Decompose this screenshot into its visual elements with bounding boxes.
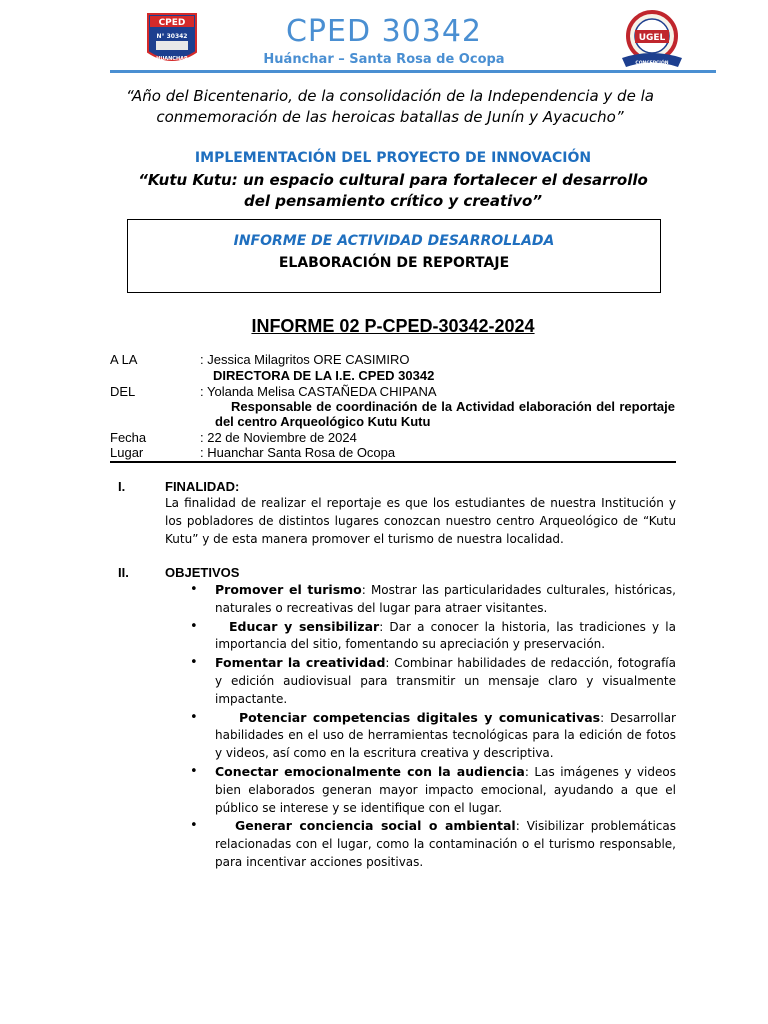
from-label: DEL	[110, 384, 136, 399]
bullet-icon: •	[190, 818, 198, 834]
activity-box-title: INFORME DE ACTIVIDAD DESARROLLADA	[233, 233, 555, 249]
bullet-icon: •	[190, 618, 198, 634]
list-item	[190, 581, 676, 618]
objective-text: : Dar a conocer la historia, las tradiciones y la importancia del sitio, fomentando su apreciación y preservación.	[215, 619, 676, 652]
left-logo-mid-text: N° 30342	[156, 33, 188, 40]
bullet-icon: •	[190, 582, 198, 597]
objective-text: : Visibilizar problemáticas relacionadas con el lugar, como la contaminación o el turismo responsable, para incentivar acciones positivas.	[215, 819, 676, 869]
objective-term: Conectar emocionalmente con la audiencia	[215, 763, 525, 779]
list-item	[190, 709, 676, 763]
bullet-icon: •	[190, 763, 198, 779]
school-title: CPED 30342	[285, 14, 483, 49]
project-heading: IMPLEMENTACIÓN DEL PROYECTO DE INNOVACIÓN	[194, 150, 592, 166]
list-item	[190, 763, 676, 817]
objectives-list	[190, 581, 676, 872]
objective-term: Promover el turismo	[215, 582, 362, 597]
section-finalidad-number: I.	[118, 479, 126, 494]
objective-text: : Combinar habilidades de redacción, fotografía y edición audiovisual para transmitir un mensaje claro y visualmente impactante.	[215, 656, 676, 706]
to-label: A LA	[110, 352, 138, 367]
place-label: Lugar	[110, 445, 144, 460]
from-role: Responsable de coordinación de la Actividad elaboración del reportaje del centro Arqueológico Kutu Kutu	[215, 399, 675, 429]
objective-text: : Mostrar las particularidades culturales, históricas, naturales o recreativas del lugar para atraer visitantes.	[215, 583, 676, 615]
meta-divider	[110, 461, 676, 463]
left-logo-bottom-text: HUANCHAR	[156, 56, 188, 62]
date-label: Fecha	[110, 430, 147, 445]
right-logo-bottom-text: CONCEPCIÓN	[635, 61, 669, 66]
to-role: DIRECTORA DE LA I.E. CPED 30342	[213, 368, 435, 383]
from-value: : Yolanda Melisa CASTAÑEDA CHIPANA	[200, 384, 437, 399]
objective-term: Generar conciencia social o ambiental	[235, 818, 516, 834]
objective-text: : Las imágenes y videos bien elaborados generan mayor impacto emocional, ayudando a que el público se interese y se identifique con el lugar.	[215, 764, 676, 815]
bullet-icon: •	[190, 709, 198, 725]
year-motto: “Año del Bicentenario, de la consolidación de la Independencia y de la conmemoración de las heroicas batallas de Junín y Ayacucho”	[126, 87, 654, 126]
header-divider	[110, 70, 716, 73]
to-value: : Jessica Milagritos ORE CASIMIRO	[200, 352, 410, 367]
objective-text: : Desarrollar habilidades en el uso de herramientas tecnológicas para la edición de fotos y videos, así como en la escritura creativa y descriptiva.	[215, 710, 676, 761]
left-logo-top-text: CPED	[158, 18, 186, 28]
ugel-concepcion-logo-icon	[618, 10, 686, 70]
date-value: : 22 de Noviembre de 2024	[200, 430, 357, 445]
place-value: : Huanchar Santa Rosa de Ocopa	[200, 445, 396, 460]
list-item	[190, 618, 676, 655]
report-number: INFORME 02 P-CPED-30342-2024	[251, 316, 535, 336]
section-finalidad-title: FINALIDAD:	[165, 479, 240, 494]
right-logo-text: UGEL	[638, 33, 666, 43]
objective-term: Educar y sensibilizar	[229, 618, 380, 634]
project-title: “Kutu Kutu: un espacio cultural para fortalecer el desarrollo del pensamiento crítico y creativo”	[138, 171, 648, 210]
activity-box-subtitle: ELABORACIÓN DE REPORTAJE	[278, 255, 510, 271]
list-item	[190, 654, 676, 708]
bullet-icon: •	[190, 655, 198, 671]
objective-term: Fomentar la creatividad	[215, 655, 386, 671]
list-item	[190, 817, 676, 871]
objective-term: Potenciar competencias digitales y comunicativas	[239, 709, 601, 725]
school-subtitle: Huánchar – Santa Rosa de Ocopa	[263, 52, 505, 67]
section-objetivos-title: OBJETIVOS	[165, 565, 240, 580]
section-objetivos-number: II.	[118, 565, 129, 580]
section-finalidad-text: La finalidad de realizar el reportaje es que los estudiantes de nuestra Institución y los pobladores de distintos lugares conozcan nuestro centro Arqueológico de “Kutu Kutu” y de esta manera promover el turismo de nuestra localidad.	[165, 496, 676, 546]
